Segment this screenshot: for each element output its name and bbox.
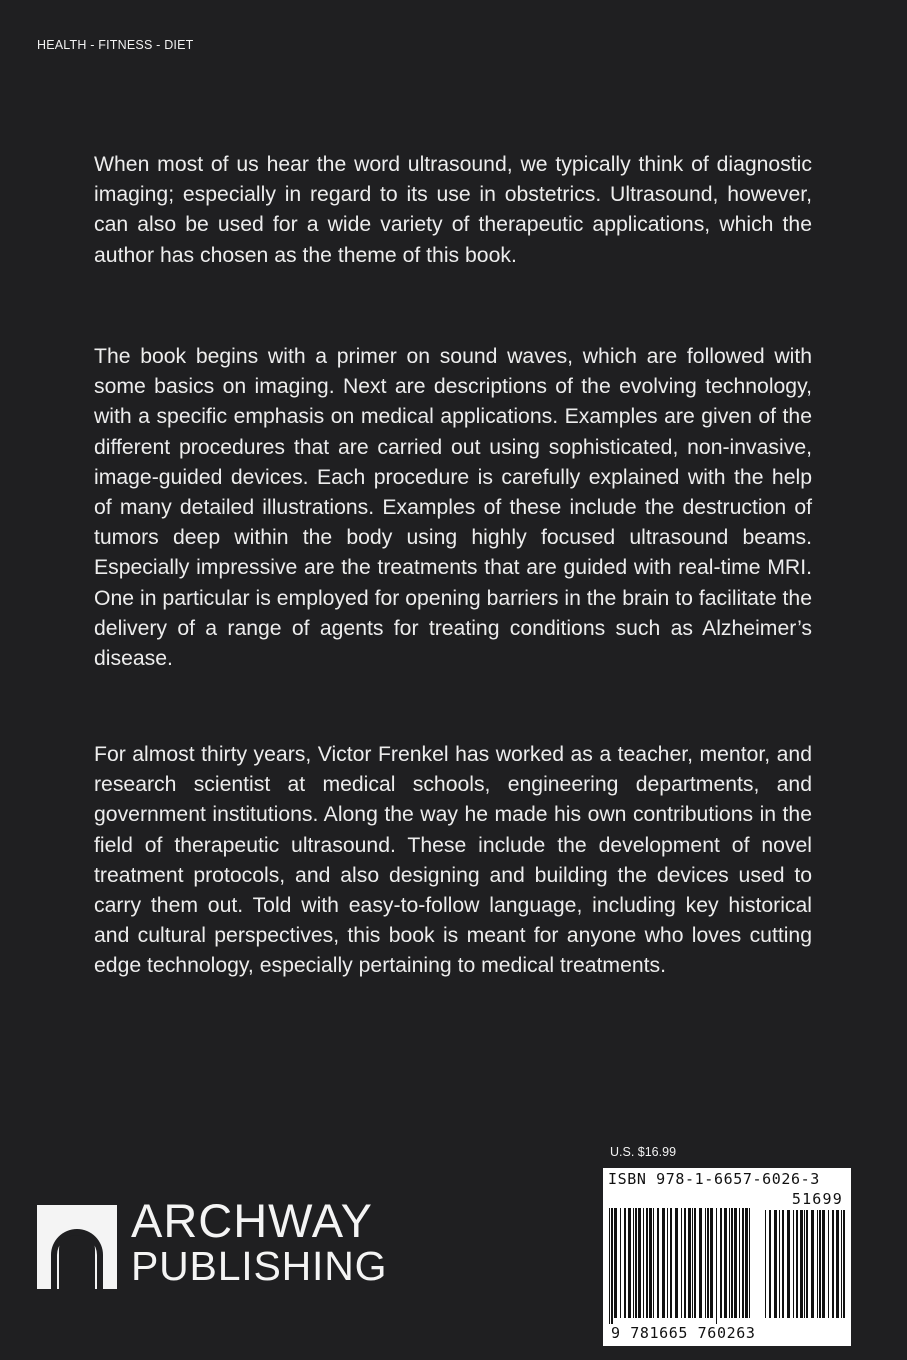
addon-price-code: 51699 [791,1190,843,1208]
ean-bars [609,1208,750,1324]
blurb-paragraph-3: For almost thirty years, Victor Frenkel has worked as a teacher, mentor, and research scientist at medical schools, engineering departments, and government institutions. Along the way he made his own contributions in the field of therapeutic ultrasound. These include the development of novel treatment protocols, and also designing and building the devices used to carry them out. Told with easy-to-follow language, including key historical and cultural perspectives, this book is meant for anyone who loves cutting edge technology, especially pertaining to medical treatments. [94,743,812,978]
blurb-paragraph-1: When most of us hear the word ultrasound, we typically think of diagnostic imaging; especially in regard to its use in obstetrics. Ultrasound, however, can also be used for a wide variety of therapeutic applications, which the author has chosen as the theme of this book. [94,153,812,267]
addon-bars [765,1210,845,1318]
publisher-name [131,1194,388,1289]
isbn-barcode [603,1168,851,1346]
price-label: U.S. $16.99 [610,1145,677,1159]
archway-logo-icon [37,1205,117,1289]
publisher-name-line-1: ARCHWAY [131,1194,373,1247]
ean-digits: 9 781665 760263 [611,1324,756,1342]
category-label: HEALTH - FITNESS - DIET [37,38,194,52]
isbn-label: ISBN 978-1-6657-6026-3 [608,1170,820,1188]
publisher-name-line-2: PUBLISHING [131,1243,388,1289]
blurb-paragraph-2: The book begins with a primer on sound waves, which are followed with some basics on imaging. Next are descriptions of the evolving technology, with a specific emphasis on medical applications. Examples are given of the different procedures that are carried out using sophisticated, non-invasive, image-guided devices. Each procedure is carefully explained with the help of many detailed illustrations. Examples of these include the destruction of tumors deep within the body using highly focused ultrasound beams. Especially impressive are the treatments that are guided with real-time MRI. One in particular is employed for opening barriers in the brain to facilitate the delivery of a range of agents for treating conditions such as Alzheimer’s disease. [94,345,812,671]
